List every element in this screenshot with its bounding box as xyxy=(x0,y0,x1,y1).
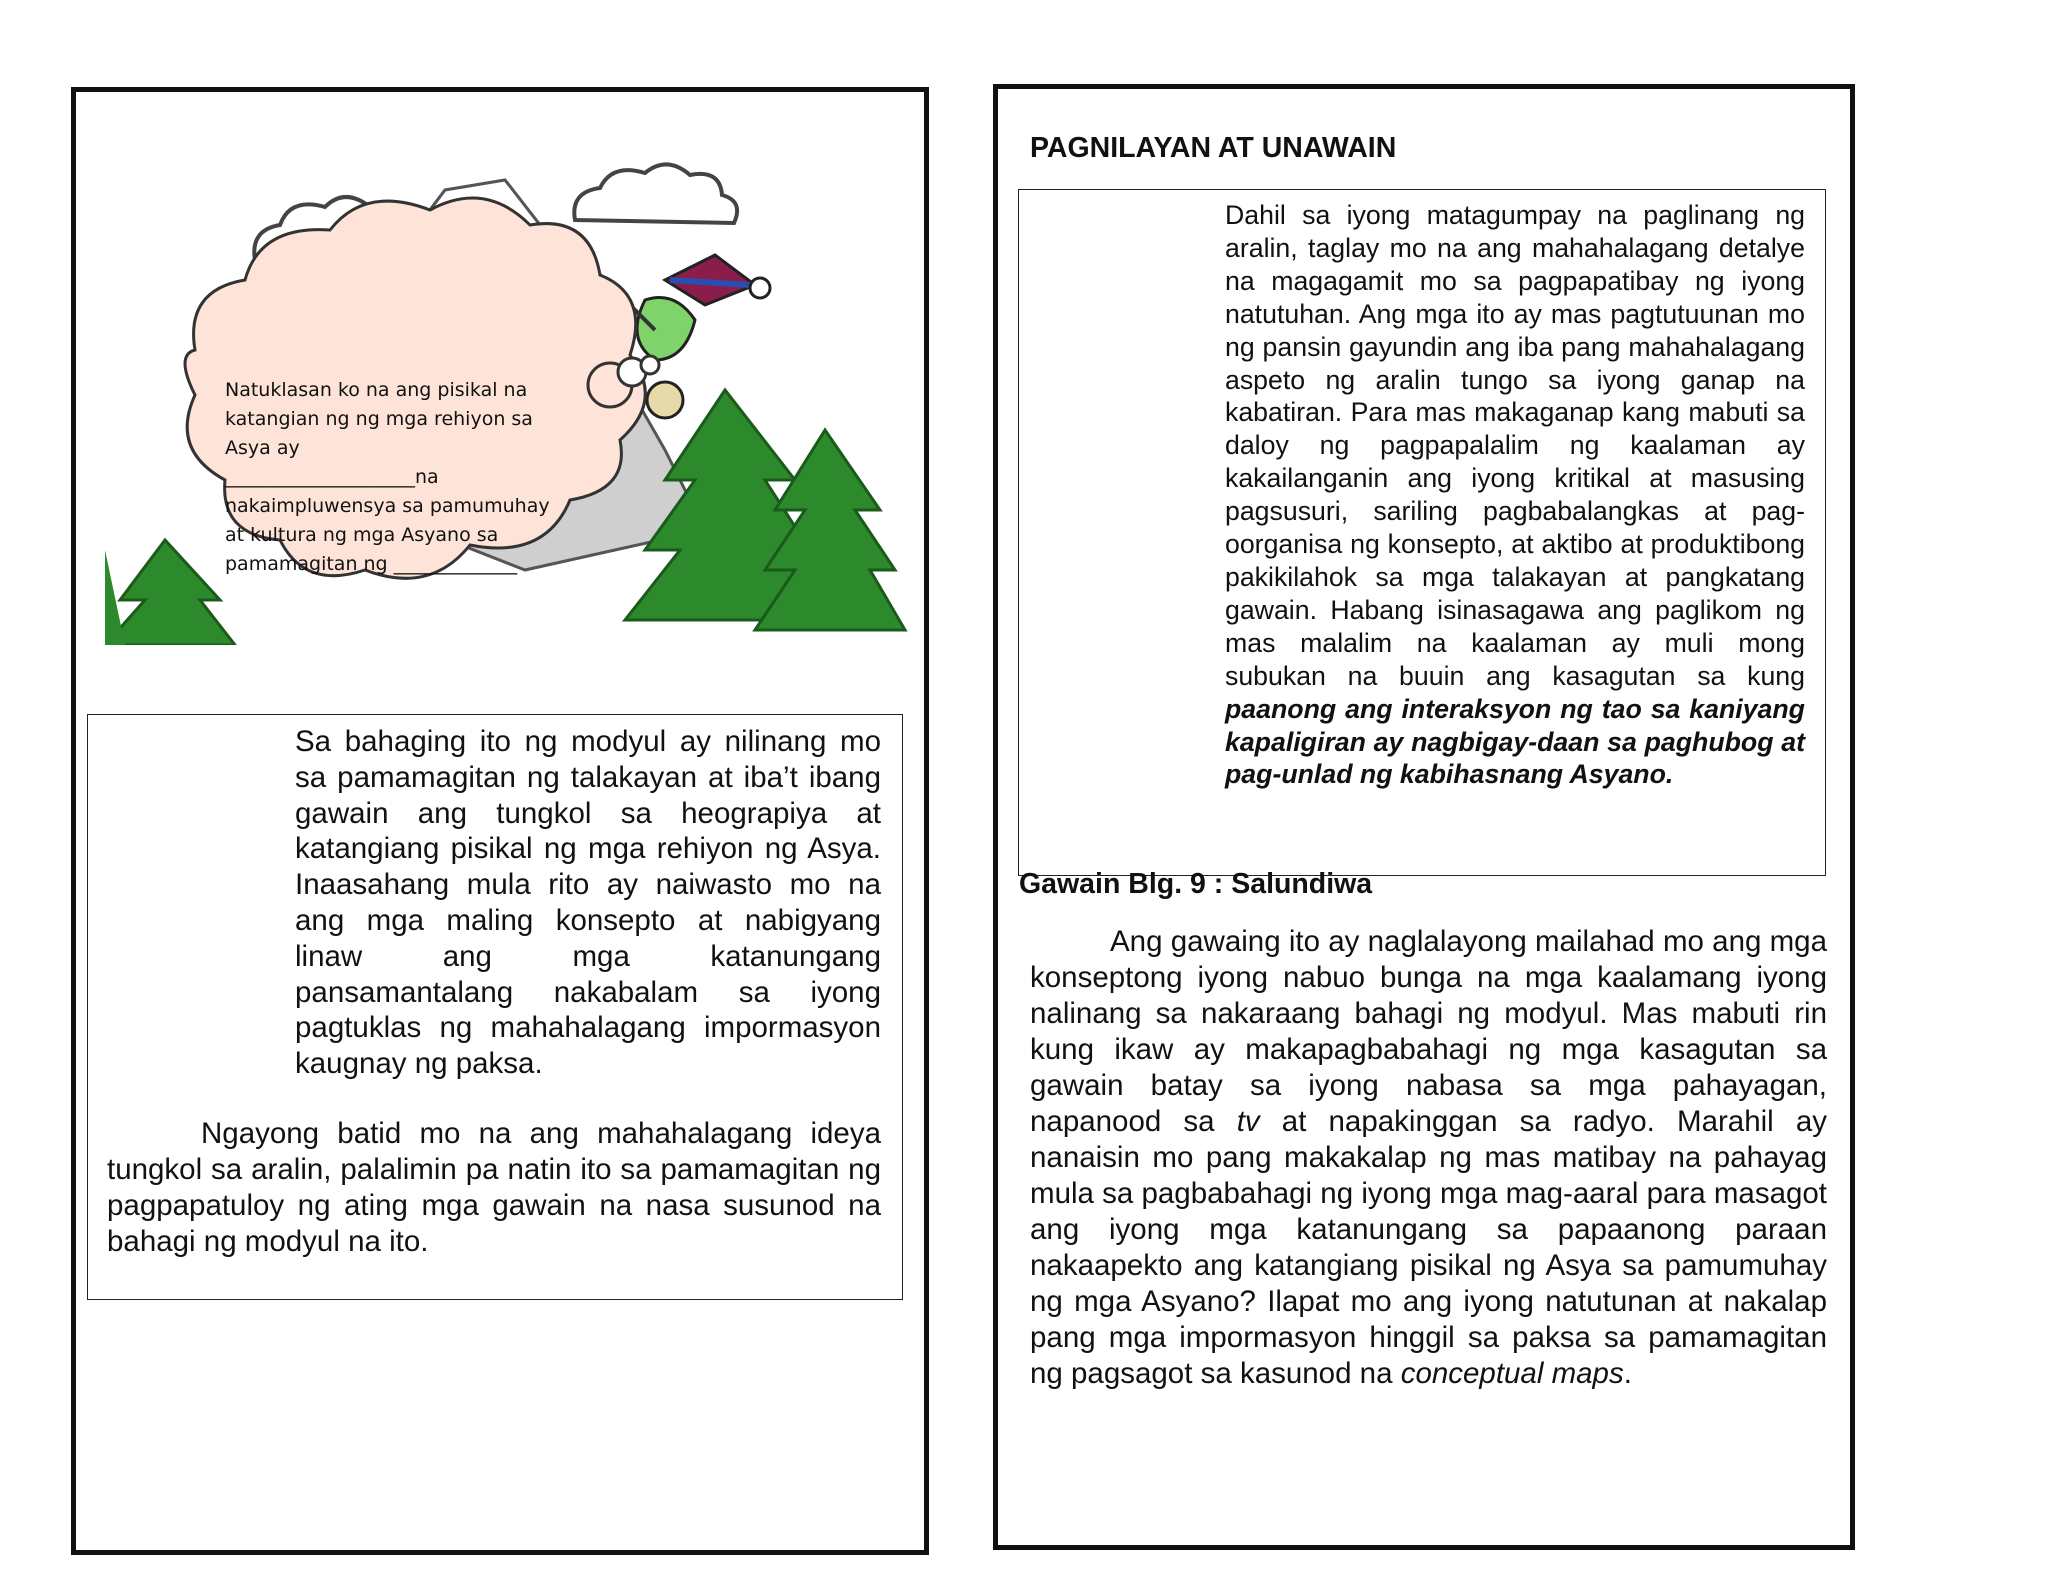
activity-body xyxy=(1030,924,1827,1392)
activity-body-part2: at napakinggan sa radyo. Marahil ay nanaisin mo pang makakalap ng mas matibay na pahayag mula sa pagbabahagi ng iyong mga mag-aaral para masagot ang iyong mga katanungang sa papaanong paraan nakaapekto ang katangiang pisikal ng Asya sa pamumuhay ng mga Asyano? Ilapat mo ang iyong natutunan at nakalap pang mga impormasyon hinggil sa paksa sa pamamagitan ng pagsagot sa kasunod na xyxy=(1030,1105,1828,1390)
bubble-line: nakaimpluwensya sa pamumuhay xyxy=(225,495,550,517)
activity-title: Gawain Blg. 9 : Salundiwa xyxy=(1019,868,1373,900)
bubble-line: Asya ay xyxy=(225,437,300,459)
activity-body-end: . xyxy=(1623,1357,1632,1390)
activity-body-part1: Ang gawaing ito ay naglalayong mailahad mo ang mga konseptong iyong nabuo bunga na mga kaalamang iyong nalinang sa nakaraang bahagi ng modyul. Mas mabuti rin kung ikaw ay makapagbabahagi ng mga kasagutan sa gawain batay sa iyong nabasa sa mga pahayagan, napanood sa xyxy=(1030,925,1827,1138)
reflection-body: Dahil sa iyong matagumpay na paglinang ng aralin, taglay mo na ang mahahalagang detalye na magagamit mo sa pagpapatibay ng iyong natutuhan. Ang mga ito ay mas pagtutuunan mo ng pansin gayundin ang iba pang mahahalagang aspeto ng aralin tungo sa iyong ganap na kabatiran. Para mas makaganap kang mabuti sa daloy ng pagpapalalim ng kaalaman ay kakailanganin ang iyong kritikal at masusing pagsusuri, sariling pagbabalangkas at pag-oorganisa ng konsepto, at aktibo at produktibong pakikilahok sa mga talakayan at pangkatang gawain. Habang isinasagawa ang paglikom ng mas malalim na kaalaman ay muli mong subukan na buuin ang kasagutan sa kung xyxy=(1225,200,1805,691)
activity-body-italic-end: conceptual maps xyxy=(1400,1357,1624,1390)
bubble-line: katangian ng ng mga rehiyon sa xyxy=(225,408,533,430)
thought-bubble-text xyxy=(225,376,555,579)
summary-paragraph-1: Sa bahaging ito ng modyul ay nilinang mo sa pamamagitan ng talakayan at iba’t ibang gawain ang tungkol sa heograpiya at katangiang pisikal ng mga rehiyon ng Asya. Inaasahang mula rito ay naiwasto mo na ang mga maling konsepto at nabigyang linaw ang mga katanungang pansamantalang nakabalam sa iyong pagtuklas ng mahahalagang impormasyon kaugnay ng paksa. xyxy=(295,725,881,1081)
section-title: PAGNILAYAN AT UNAWAIN xyxy=(1030,132,1397,164)
cloud-icon xyxy=(574,164,737,223)
bubble-line: Natuklasan ko na ang pisikal na xyxy=(225,379,528,401)
bubble-line: ____________________na xyxy=(225,466,439,488)
activity-body-tv: tv xyxy=(1236,1105,1260,1138)
pine-tree-shape xyxy=(105,540,235,645)
bubble-line: pamamagitan ng _____________ xyxy=(225,553,518,575)
reflection-emphasis: paanong ang interaksyon ng tao sa kaniyang kapaligiran ay nagbigay-daan sa paghubog at pag-unlad ng kabihasnang Asyano. xyxy=(1225,693,1805,790)
summary-paragraph-2: Ngayong batid mo na ang mahahalagang ideya tungkol sa aralin, palalimin pa natin ito sa pamamagitan ng pagpapatuloy ng ating mga gawain na nasa susunod na bahagi ng modyul na ito. xyxy=(107,1117,881,1258)
reflection-text xyxy=(1225,199,1805,791)
bubble-line: at kultura ng mga Asyano sa xyxy=(225,524,499,546)
